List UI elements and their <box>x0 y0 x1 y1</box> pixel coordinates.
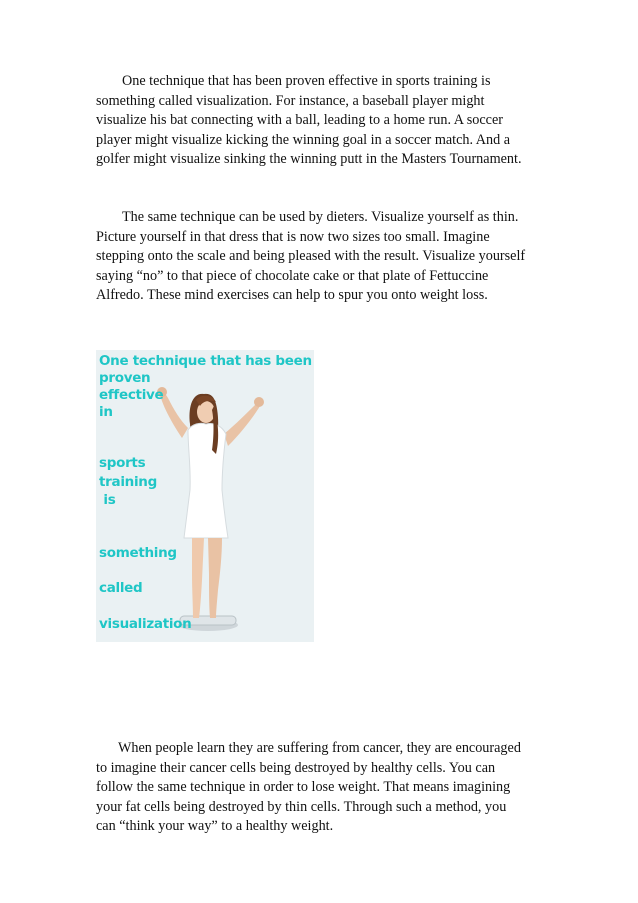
text-line: Picture yourself in that dress that is now two sizes too small. Imagine <box>96 228 490 245</box>
paragraph-visualization-sports <box>96 72 556 170</box>
overlay-caption-line: something <box>99 545 177 561</box>
text-line: something called visualization. For instance, a baseball player might <box>96 92 485 109</box>
text-line: One technique that has been proven effective in sports training is <box>122 73 491 89</box>
text-line: visualize his bat connecting with a ball, leading to a home run. A soccer <box>96 112 503 129</box>
text-line: Alfredo. These mind exercises can help to spur you onto weight loss. <box>96 287 488 304</box>
text-line: to imagine their cancer cells being destroyed by healthy cells. You can <box>96 759 496 776</box>
text-line: can “think your way” to a healthy weight. <box>96 818 334 835</box>
text-line: saying “no” to that piece of chocolate cake or that plate of Fettuccine <box>96 267 489 284</box>
text-line: The same technique can be used by dieters. Visualize yourself as thin. <box>122 209 519 225</box>
text-line: player might visualize kicking the winning goal in a soccer match. And a <box>96 131 511 148</box>
overlay-caption-line: training <box>99 474 157 490</box>
overlay-caption-line: is <box>99 492 116 508</box>
overlay-caption-line: One technique that has been <box>99 353 312 369</box>
overlay-caption-line: visualization <box>99 616 192 632</box>
text-line: stepping onto the scale and being pleased with the result. Visualize yourself <box>96 248 526 265</box>
overlay-caption-line: sports <box>99 455 146 471</box>
text-line: golfer might visualize sinking the winning putt in the Masters Tournament. <box>96 151 522 168</box>
overlay-caption-line: called <box>99 580 143 596</box>
text-line: follow the same technique in order to lose weight. That means imagining <box>96 779 511 796</box>
overlay-caption-line: proven <box>99 370 151 386</box>
woman-on-scale-image <box>96 350 314 642</box>
paragraph-dieters <box>96 208 556 306</box>
overlay-caption-line: in <box>99 404 113 420</box>
text-line: your fat cells being destroyed by thin cells. Through such a method, you <box>96 798 507 815</box>
text-line: When people learn they are suffering from cancer, they are encouraged <box>118 740 521 756</box>
overlay-caption-line: effective <box>99 387 164 403</box>
paragraph-cancer-cells <box>96 739 556 837</box>
